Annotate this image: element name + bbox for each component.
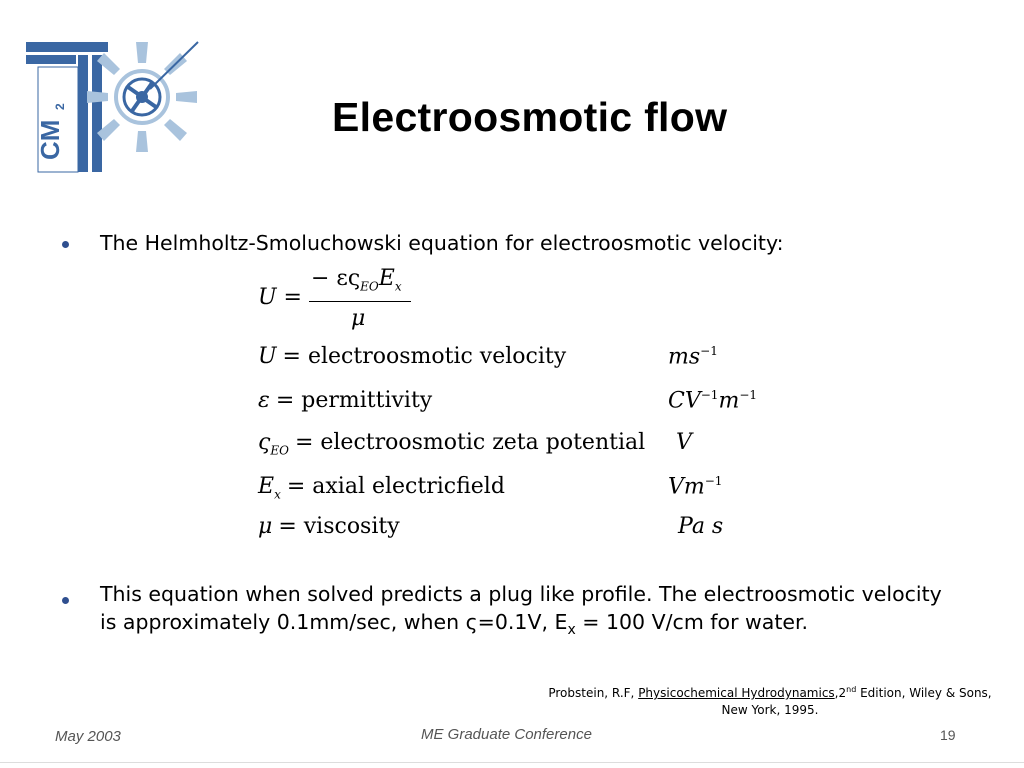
equation-lhs: U = bbox=[258, 285, 302, 310]
definition-description: = viscosity bbox=[278, 514, 400, 539]
definition-row bbox=[258, 344, 566, 369]
reference-citation: Probstein, R.F, Physicochemical Hydrodynamics,2nd Edition, Wiley & Sons, New York, 1995. bbox=[548, 685, 992, 717]
definition-row: $\varsigma_{EO}$ = electroosmotic zeta potential bbox=[258, 430, 646, 458]
definition-unit: $ms^{-1}$ bbox=[668, 344, 718, 370]
definition-symbol: E bbox=[258, 474, 275, 499]
bullet-text-1: The Helmholtz-Smoluchowski equation for electroosmotic velocity: bbox=[100, 231, 784, 255]
cm2-logo bbox=[22, 22, 222, 177]
definition-description: = permittivity bbox=[275, 388, 433, 413]
definition-symbol: μ bbox=[258, 514, 273, 539]
reference-book-title: Physicochemical Hydrodynamics bbox=[638, 686, 835, 700]
bullet-text-2: This equation when solved predicts a plug like profile. The electroosmotic velocity is approximately 0.1mm/sec, when ς=0.1V, $E_x = 100$ V/cm for water. bbox=[100, 582, 942, 639]
bottom-divider bbox=[0, 762, 1024, 763]
definition-row bbox=[258, 388, 432, 413]
slide-number: 19 bbox=[940, 727, 956, 743]
definition-symbol: ε bbox=[258, 388, 270, 413]
bullet-dot bbox=[62, 241, 69, 248]
logo-text: CM bbox=[35, 119, 65, 160]
definition-description: = axial electricfield bbox=[286, 474, 505, 499]
footer-conference: ME Graduate Conference bbox=[421, 726, 592, 743]
fraction-line bbox=[309, 301, 411, 302]
definition-description: = electroosmotic zeta potential bbox=[294, 430, 646, 455]
bullet-dot bbox=[62, 597, 69, 604]
definition-description: = electroosmotic velocity bbox=[282, 344, 567, 369]
logo-superscript: 2 bbox=[53, 103, 67, 110]
definition-row: $E_x$ = axial electricfield bbox=[258, 474, 505, 502]
definition-unit: V bbox=[676, 430, 692, 455]
footer-date: May 2003 bbox=[55, 728, 121, 745]
definition-unit: $Vm^{-1}$ bbox=[668, 474, 723, 500]
equation-numerator: − $\varepsilon\varsigma_{EO}E_x$ bbox=[311, 266, 402, 294]
definition-unit: $CV^{-1}m^{-1}$ bbox=[668, 388, 758, 414]
definition-unit: Pa s bbox=[678, 514, 724, 539]
equation-denominator: μ bbox=[351, 306, 366, 331]
definition-row bbox=[258, 514, 400, 539]
slide-title: Electroosmotic flow bbox=[332, 94, 728, 140]
definition-symbol: U bbox=[258, 344, 277, 369]
definition-symbol: ς bbox=[258, 430, 271, 455]
